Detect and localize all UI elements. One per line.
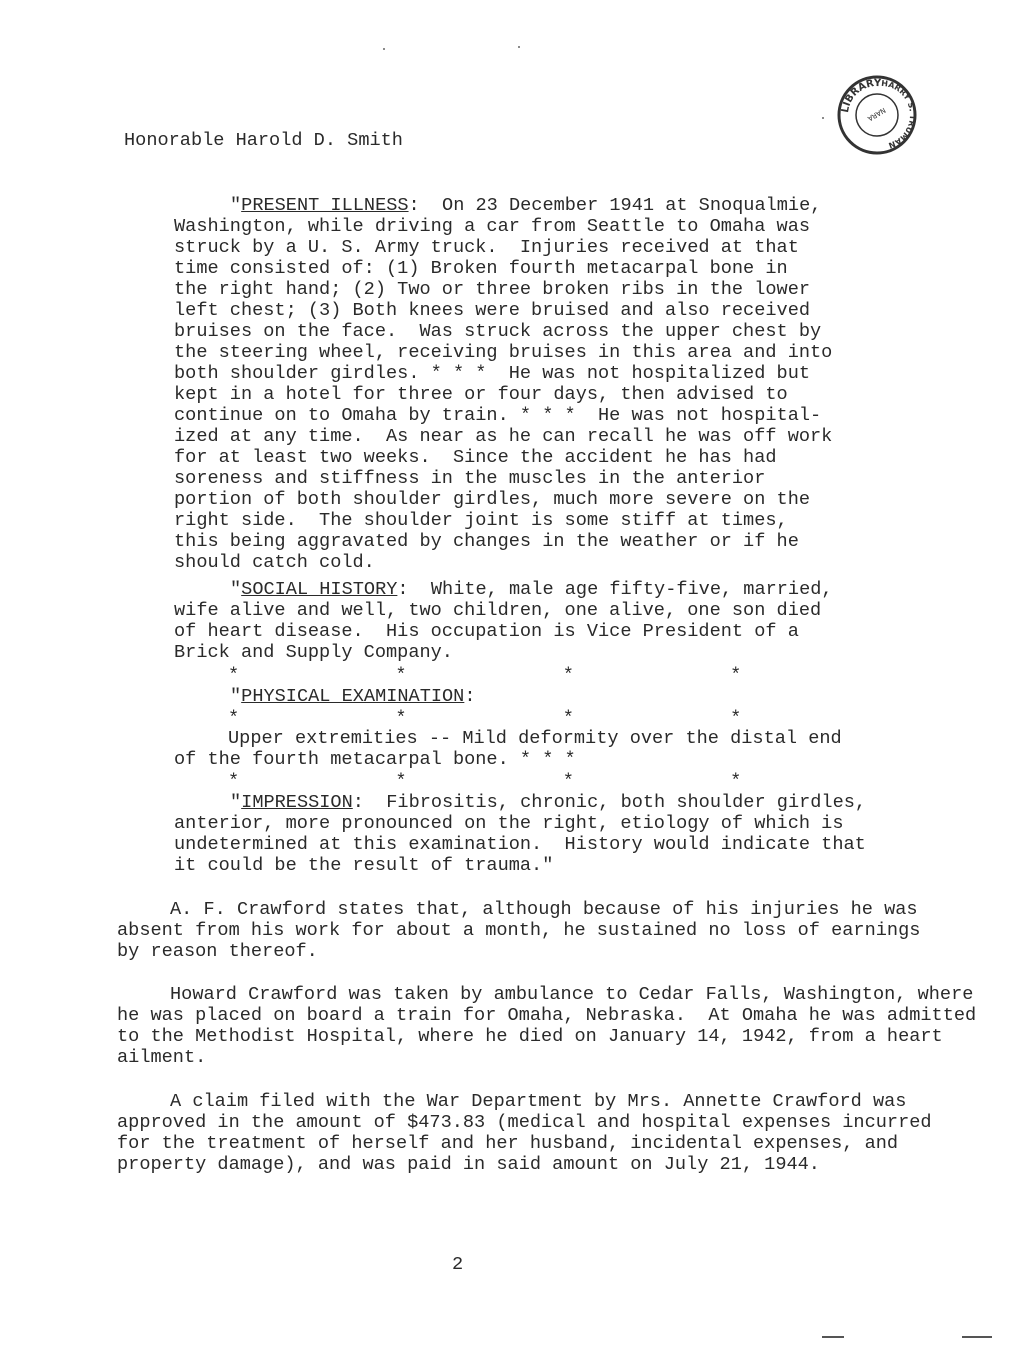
quote-line: anterior, more pronounced on the right, etiology of which is [174, 813, 844, 834]
impression-heading: IMPRESSION [241, 792, 353, 813]
impression-text: Fibrositis, chronic, both shoulder girdles, [386, 792, 867, 813]
paper-speck [383, 48, 385, 50]
quote-line: of the fourth metacarpal bone. * * * [174, 749, 576, 770]
paragraph-line: by reason thereof. [117, 941, 318, 962]
asterisk-separator: * * * * [228, 708, 742, 729]
asterisk-separator: * * * * [228, 771, 742, 792]
paper-speck [822, 117, 824, 119]
quote-line: it could be the result of trauma." [174, 855, 554, 876]
quote-line: of heart disease. His occupation is Vice President of a [174, 621, 799, 642]
quote-line: for at least two weeks. Since the accident he has had [174, 447, 777, 468]
quote-line: left chest; (3) Both knees were bruised and also received [174, 300, 811, 321]
present-illness-heading: PRESENT ILLNESS [241, 195, 409, 216]
paragraph-line: A claim filed with the War Department by Mrs. Annette Crawford was [170, 1091, 907, 1112]
quote-line: both shoulder girdles. * * * He was not hospitalized but [174, 363, 811, 384]
paragraph-line: property damage), and was paid in said amount on July 21, 1944. [117, 1154, 820, 1175]
quote-line: struck by a U. S. Army truck. Injuries received at that [174, 237, 799, 258]
page-number: 2 [452, 1254, 464, 1275]
paper-speck [518, 46, 520, 48]
present-illness-text: On 23 December 1941 at Snoqualmie, [442, 195, 822, 216]
quote-line: Brick and Supply Company. [174, 642, 453, 663]
present-illness-first-line: "PRESENT ILLNESS: On 23 December 1941 at Snoqualmie, [230, 195, 822, 216]
impression-first-line: "IMPRESSION: Fibrositis, chronic, both shoulder girdles, [230, 792, 867, 813]
paragraph-line: he was placed on board a train for Omaha, Nebraska. At Omaha he was admitted [117, 1005, 977, 1026]
scan-edge-mark [822, 1336, 844, 1338]
svg-text:HARRY S. TRUMAN [881, 79, 917, 150]
stamp-side-text: HARRY S. TRUMAN [880, 78, 918, 150]
quote-line: undetermined at this examination. History would indicate that [174, 834, 866, 855]
quote-line: portion of both shoulder girdles, much more severe on the [174, 489, 811, 510]
physical-examination-first-line: "PHYSICAL EXAMINATION: [230, 686, 476, 707]
paragraph-line: for the treatment of herself and her husband, incidental expenses, and [117, 1133, 899, 1154]
quote-line: right side. The shoulder joint is some stiff at times, [174, 510, 788, 531]
quote-line: wife alive and well, two children, one alive, one son died [174, 600, 822, 621]
library-stamp-seal [836, 74, 918, 156]
svg-text:LIBRARY [840, 78, 882, 114]
social-history-first-line: "SOCIAL HISTORY: White, male age fifty-five, married, [230, 579, 833, 600]
quote-line: Upper extremities -- Mild deformity over the distal end [228, 728, 842, 749]
paragraph-line: Howard Crawford was taken by ambulance to Cedar Falls, Washington, where [170, 984, 974, 1005]
quote-line: continue on to Omaha by train. * * * He was not hospital- [174, 405, 822, 426]
quote-line: kept in a hotel for three or four days, then advised to [174, 384, 788, 405]
addressee-line: Honorable Harold D. Smith [124, 130, 403, 151]
quote-line: time consisted of: (1) Broken fourth metacarpal bone in [174, 258, 788, 279]
quote-line: Washington, while driving a car from Seattle to Omaha was [174, 216, 811, 237]
paragraph-line: approved in the amount of $473.83 (medical and hospital expenses incurred [117, 1112, 932, 1133]
quote-line: ized at any time. As near as he can recall he was off work [174, 426, 833, 447]
physical-examination-heading: PHYSICAL EXAMINATION [241, 686, 465, 707]
paragraph-line: A. F. Crawford states that, although because of his injuries he was [170, 899, 918, 920]
quote-line: the right hand; (2) Two or three broken ribs in the lower [174, 279, 811, 300]
quote-line: bruises on the face. Was struck across the upper chest by [174, 321, 822, 342]
paragraph-line: to the Methodist Hospital, where he died on January 14, 1942, from a heart [117, 1026, 943, 1047]
quote-line: this being aggravated by changes in the weather or if he [174, 531, 799, 552]
quote-line: should catch cold. [174, 552, 375, 573]
stamp-top-text: LIBRARY [840, 77, 882, 114]
asterisk-separator: * * * * [228, 665, 742, 686]
social-history-text: White, male age fifty-five, married, [430, 579, 833, 600]
scan-edge-mark [962, 1336, 992, 1338]
paragraph-line: ailment. [117, 1047, 207, 1068]
quote-line: the steering wheel, receiving bruises in this area and into [174, 342, 833, 363]
quote-line: soreness and stiffness in the muscles in the anterior [174, 468, 766, 489]
social-history-heading: SOCIAL HISTORY [241, 579, 398, 600]
stamp-center-text: NARA [866, 105, 887, 123]
paragraph-line: absent from his work for about a month, he sustained no loss of earnings [117, 920, 921, 941]
